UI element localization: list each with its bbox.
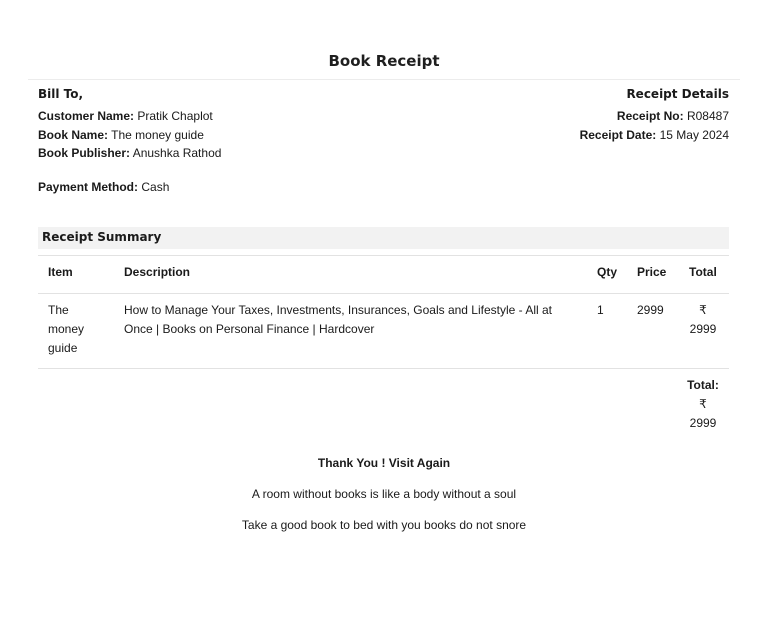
receipt-no-label: Receipt No: [616,109,684,123]
bill-to-heading: Bill To, [38,87,84,101]
receipt-summary-bar [38,227,729,249]
row-total-currency: ₹ [699,303,707,317]
receipt-no-field [617,107,729,126]
book-name-value: The money guide [111,128,204,142]
column-header-price: Price [637,265,667,279]
column-header-total: Total [689,265,717,279]
payment-method-field [38,178,169,197]
receipt-date-field [580,126,729,145]
row-description-line: Once | Books on Personal Finance | Hardcover [124,322,375,336]
book-publisher-label: Book Publisher: [38,146,131,160]
book-publisher-field [38,144,221,163]
receipt-date-label: Receipt Date: [579,128,657,142]
column-header-item: Item [48,265,73,279]
payment-method-value: Cash [141,180,170,194]
table-header-border [38,293,729,294]
customer-name-value: Pratik Chaplot [137,109,213,123]
customer-name-label: Customer Name: [38,109,135,123]
row-item [48,301,84,358]
title-divider [28,79,740,80]
row-total-amount: 2999 [689,322,717,336]
row-description [124,301,552,339]
receipt-summary-heading: Receipt Summary [42,230,162,244]
customer-name-field [38,107,213,126]
table-top-border [38,255,729,256]
grand-total [684,376,722,433]
row-item-line: money [48,322,85,336]
receipt-no-value: R08487 [686,109,729,123]
column-header-qty: Qty [597,265,618,279]
grand-total-amount: 2999 [689,416,717,430]
receipt-title: Book Receipt [328,52,440,70]
row-total [684,301,722,339]
payment-method-label: Payment Method: [38,180,139,194]
row-qty: 1 [597,303,604,317]
book-publisher-value: Anushka Rathod [132,146,222,160]
row-item-line: The [48,303,69,317]
row-description-line: How to Manage Your Taxes, Investments, Insurances, Goals and Lifestyle - All at [124,303,553,317]
footer-quote-2: Take a good book to bed with you books do not snore [241,518,527,532]
book-name-field [38,126,204,145]
row-price: 2999 [637,303,664,317]
table-row-border [38,368,729,369]
thank-you-message: Thank You ! Visit Again [317,456,451,470]
grand-total-currency: ₹ [699,397,707,411]
receipt-details-heading: Receipt Details [626,87,729,101]
row-item-line: guide [48,341,78,355]
book-name-label: Book Name: [38,128,109,142]
grand-total-label: Total: [687,378,719,392]
footer-quote-1: A room without books is like a body without a soul [251,487,517,501]
column-header-description: Description [124,265,191,279]
receipt-date-value: 15 May 2024 [659,128,729,142]
